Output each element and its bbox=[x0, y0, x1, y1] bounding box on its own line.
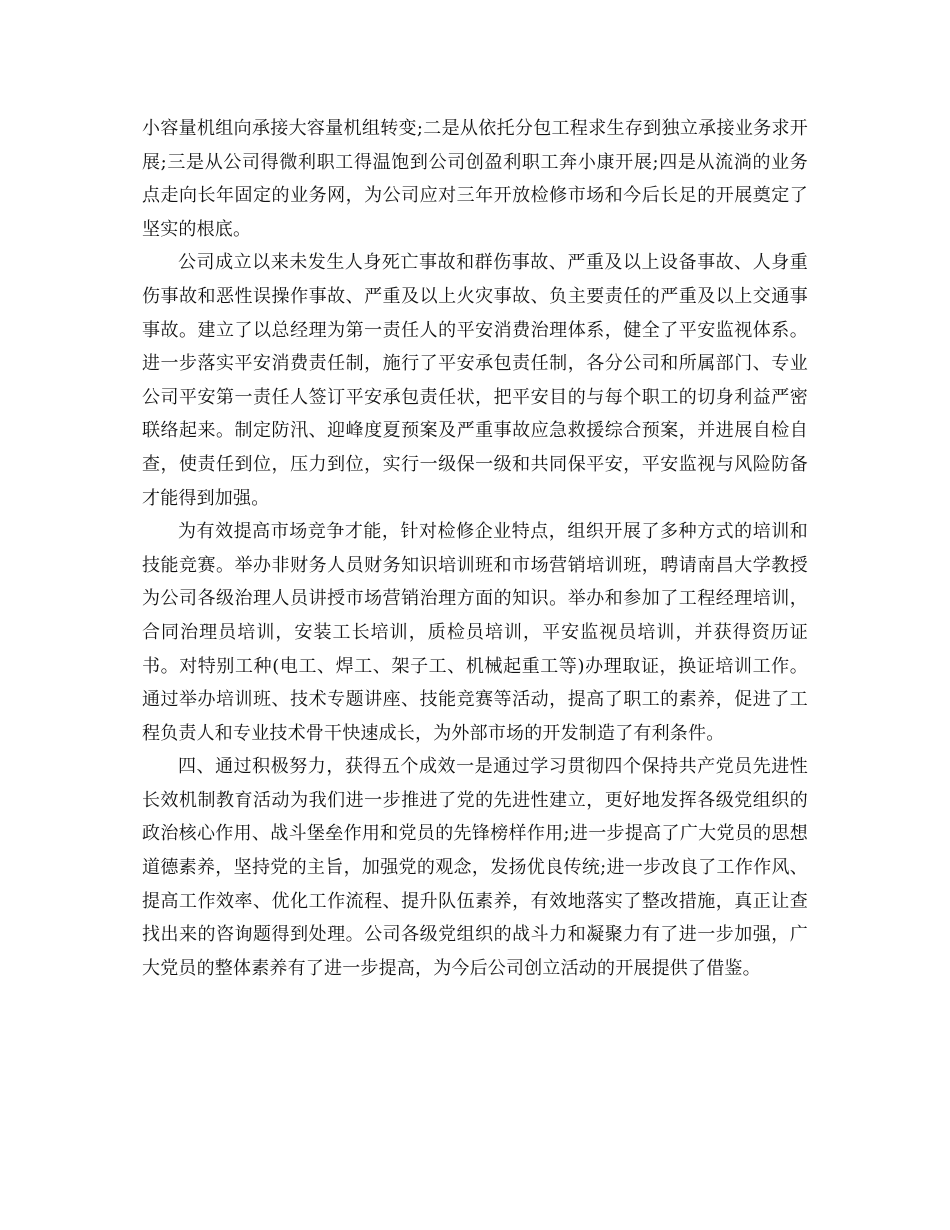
document-body bbox=[142, 112, 808, 985]
paragraph-3: 为有效提高市场竞争才能，针对检修企业特点，组织开展了多种方式的培训和技能竞赛。举办非财务人员财务知识培训班和市场营销培训班，聘请南昌大学教授为公司各级治理人员讲授市场营销治理方面的知识。举办和参加了工程经理培训，合同治理员培训，安装工长培训，质检员培训，平安监视员培训，并获得资历证书。对特别工种(电工、焊工、架子工、机械起重工等)办理取证，换证培训工作。通过举办培训班、技术专题讲座、技能竞赛等活动，提高了职工的素养，促进了工程负责人和专业技术骨干快速成长，为外部市场的开发制造了有利条件。 bbox=[142, 521, 808, 744]
paragraph-4: 四、通过积极努力，获得五个成效一是通过学习贯彻四个保持共产党员先进性长效机制教育活动为我们进一步推进了党的先进性建立，更好地发挥各级党组织的政治核心作用、战斗堡垒作用和党员的先锋榜样作用;进一步提高了广大党员的思想道德素养，坚持党的主旨，加强党的观念，发扬优良传统;进一步改良了工作作风、提高工作效率、优化工作流程、提升队伍素养，有效地落实了整改措施，真正让查找出来的咨询题得到处理。公司各级党组织的战斗力和凝聚力有了进一步加强，广大党员的整体素养有了进一步提高，为今后公司创立活动的开展提供了借鉴。 bbox=[142, 756, 808, 979]
paragraph-1: 小容量机组向承接大容量机组转变;二是从依托分包工程求生存到独立承接业务求开展;三是从公司得微利职工得温饱到公司创盈利职工奔小康开展;四是从流淌的业务点走向长年固定的业务网，为公司应对三年开放检修市场和今后长足的开展奠定了坚实的根底。 bbox=[142, 118, 808, 240]
paragraph-2: 公司成立以来未发生人身死亡事故和群伤事故、严重及以上设备事故、人身重伤事故和恶性误操作事故、严重及以上火灾事故、负主要责任的严重及以上交通事事故。建立了以总经理为第一责任人的平安消费治理体系，健全了平安监视体系。进一步落实平安消费责任制，施行了平安承包责任制，各分公司和所属部门、专业公司平安第一责任人签订平安承包责任状，把平安目的与每个职工的切身利益严密联络起来。制定防汛、迎峰度夏预案及严重事故应急救援综合预案，并进展自检自查，使责任到位，压力到位，实行一级保一级和共同保平安，平安监视与风险防备才能得到加强。 bbox=[142, 252, 808, 509]
